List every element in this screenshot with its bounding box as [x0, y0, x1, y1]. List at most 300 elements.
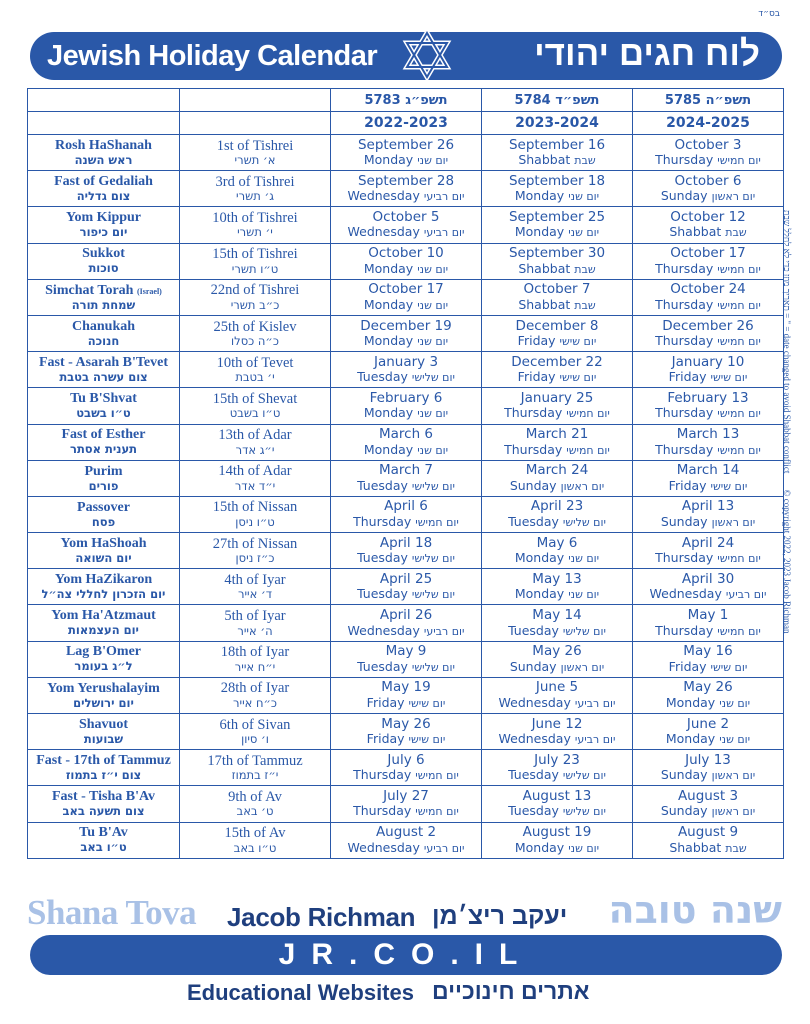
weekday-hebrew: יום חמישי: [415, 769, 459, 783]
gregorian-date: August 3: [677, 787, 739, 804]
hebrew-year-header: 5783 תשפ״ג: [331, 89, 482, 112]
weekday: [633, 477, 783, 493]
hebrew-date-english: 13th of Adar: [218, 427, 292, 444]
holiday-name-hebrew: צום תשעה באב: [62, 804, 145, 819]
holiday-row: [28, 533, 784, 569]
gregorian-date: March 6: [378, 426, 434, 443]
holiday-name-cell: [28, 750, 180, 786]
gregorian-date: September 18: [508, 172, 606, 189]
gregorian-date: October 17: [670, 245, 746, 262]
holiday-name-note: (Israel): [136, 286, 162, 296]
holiday-name-english-text: Yom HaZikaron: [54, 572, 153, 588]
hebrew-year-header: 5784 תשפ״ד: [482, 89, 633, 112]
empty-header-cell: [180, 89, 331, 112]
weekday-hebrew: יום ראשון: [560, 660, 605, 674]
hebrew-year-header: 5785 תשפ״ה: [633, 89, 784, 112]
holiday-name-cell: [28, 315, 180, 351]
gregorian-date: January 3: [373, 353, 439, 370]
gregorian-date-cell: [331, 207, 482, 243]
gregorian-date: May 14: [532, 607, 582, 624]
hebrew-date-hebrew: כ״ז ניסן: [235, 551, 275, 566]
holiday-name-english-text: Fast - Tisha B'Av: [51, 789, 156, 805]
gregorian-date-cell: [331, 279, 482, 315]
weekday: [633, 658, 783, 674]
gregorian-date-cell: [331, 714, 482, 750]
weekday: [482, 441, 632, 457]
weekday-english: Friday: [668, 477, 707, 493]
weekday-english: Monday: [514, 224, 565, 240]
weekday-english: Thursday: [655, 550, 714, 566]
weekday-hebrew: יום שני: [417, 298, 449, 312]
weekday: [482, 552, 632, 565]
weekday: [633, 622, 783, 638]
gregorian-date: January 10: [671, 353, 745, 370]
holiday-name-english-text: Simchat Torah: [45, 282, 134, 298]
holiday-name-english: [28, 682, 179, 696]
weekday-hebrew: יום ראשון: [711, 515, 756, 529]
holiday-name-hebrew: יום העצמאות: [68, 623, 139, 638]
weekday-english: Shabbat: [669, 839, 722, 855]
holiday-row: [28, 822, 784, 858]
gregorian-date: May 26: [683, 679, 733, 696]
hebrew-date-cell: [180, 460, 331, 496]
gregorian-date-cell: [331, 533, 482, 569]
hebrew-date-english: 22nd of Tishrei: [210, 282, 300, 299]
gregorian-date-cell: [633, 714, 784, 750]
gregorian-date-cell: [482, 641, 633, 677]
gregorian-date: August 9: [677, 824, 739, 841]
gregorian-date: March 24: [525, 462, 589, 479]
weekday: [482, 733, 632, 746]
gregorian-date-cell: [633, 135, 784, 171]
gregorian-date: October 3: [674, 136, 742, 153]
weekday-english: Thursday: [504, 441, 563, 457]
weekday-english: Monday: [363, 333, 414, 349]
weekday-hebrew: יום שישי: [559, 335, 597, 349]
weekday-english: Sunday: [660, 767, 708, 783]
hebrew-date-cell: [180, 533, 331, 569]
holiday-name-hebrew: יום כיפור: [79, 225, 128, 240]
weekday-english: Shabbat: [518, 260, 571, 276]
gregorian-date: April 25: [379, 570, 433, 587]
gregorian-date-cell: [331, 171, 482, 207]
gregorian-date-cell: [633, 279, 784, 315]
weekday-english: Tuesday: [357, 550, 408, 566]
gregorian-date-cell: [633, 171, 784, 207]
hebrew-date-cell: [180, 496, 331, 532]
gregorian-date-cell: [331, 569, 482, 605]
gregorian-date-cell: [482, 243, 633, 279]
weekday: [482, 190, 632, 203]
weekday-hebrew: יום שני: [417, 335, 449, 349]
hebrew-date-cell: [180, 750, 331, 786]
hebrew-date-english: 28th of Iyar: [220, 680, 290, 697]
weekday: [633, 441, 783, 457]
weekday-hebrew: יום חמישי: [717, 262, 761, 276]
weekday-hebrew: יום רביעי: [423, 226, 465, 240]
hebrew-date-cell: [180, 207, 331, 243]
gregorian-date-cell: [482, 279, 633, 315]
weekday: [633, 513, 783, 529]
gregorian-date-cell: [633, 533, 784, 569]
weekday: [331, 694, 481, 710]
weekday: [331, 805, 481, 818]
holiday-name-cell: [28, 279, 180, 315]
weekday-hebrew: שבת: [574, 298, 596, 312]
weekday: [482, 513, 632, 529]
gregorian-date-cell: [331, 315, 482, 351]
hebrew-date-hebrew: ט״ו ניסן: [235, 514, 275, 529]
holiday-name-hebrew: חנוכה: [87, 333, 120, 348]
holiday-name-english-text: Tu B'Av: [79, 825, 128, 841]
hebrew-date-hebrew: ג׳ תשרי: [236, 189, 274, 204]
weekday: [482, 226, 632, 239]
weekday-english: Thursday: [655, 441, 714, 457]
weekday-english: Friday: [668, 369, 707, 385]
gregorian-date-cell: [482, 786, 633, 822]
gregorian-date-cell: [633, 822, 784, 858]
weekday: [482, 260, 632, 276]
gregorian-date: August 13: [522, 787, 592, 804]
weekday-hebrew: יום חמישי: [717, 407, 761, 421]
gregorian-date-cell: [331, 822, 482, 858]
weekday-english: Monday: [514, 839, 565, 855]
hebrew-date-hebrew: כ״ח אייר: [233, 695, 277, 710]
gregorian-date: March 14: [676, 462, 740, 479]
weekday-hebrew: יום שישי: [710, 371, 748, 385]
hebrew-date-cell: [180, 388, 331, 424]
title-english: Jewish Holiday Calendar: [47, 40, 378, 72]
weekday-english: Friday: [366, 731, 405, 747]
hebrew-date-hebrew: י״ד אדר: [234, 478, 276, 493]
weekday-hebrew: שבת: [574, 262, 596, 276]
gregorian-date: March 13: [676, 426, 740, 443]
weekday: [331, 733, 481, 746]
weekday-hebrew: יום שישי: [710, 660, 748, 674]
gregorian-date-cell: [633, 315, 784, 351]
gregorian-date-cell: [482, 677, 633, 713]
weekday-hebrew: שבת: [725, 226, 747, 240]
gregorian-date: April 6: [384, 498, 428, 515]
gregorian-date-cell: [633, 569, 784, 605]
gregorian-date: December 22: [511, 353, 603, 370]
weekday: [633, 296, 783, 312]
gregorian-date-cell: [331, 786, 482, 822]
weekday-english: Tuesday: [357, 477, 408, 493]
gregorian-date: May 26: [381, 715, 431, 732]
weekday-hebrew: יום רביעי: [574, 696, 616, 710]
gregorian-date: April 18: [379, 534, 433, 551]
hebrew-date-cell: [180, 569, 331, 605]
gregorian-date-cell: [331, 605, 482, 641]
weekday-english: Thursday: [655, 333, 714, 349]
gregorian-date-cell: [331, 750, 482, 786]
hebrew-date-english: 15th of Nissan: [212, 499, 298, 516]
hebrew-date-cell: [180, 315, 331, 351]
weekday: [633, 552, 783, 565]
hebrew-date-english: 17th of Tammuz: [207, 752, 303, 769]
holiday-name-english-text: Yom HaShoah: [60, 535, 147, 551]
holiday-table: [27, 88, 784, 859]
holiday-row: [28, 677, 784, 713]
weekday-hebrew: יום חמישי: [717, 624, 761, 638]
gregorian-date: June 12: [531, 715, 583, 732]
weekday-english: Sunday: [660, 513, 708, 529]
holiday-name-english: [28, 718, 179, 732]
weekday: [331, 839, 481, 855]
weekday-english: Friday: [668, 658, 707, 674]
website-link[interactable]: JR.CO.IL: [278, 938, 534, 971]
weekday-english: Thursday: [655, 296, 714, 312]
weekday-hebrew: יום שלישי: [562, 624, 606, 638]
holiday-row: [28, 171, 784, 207]
weekday-hebrew: יום שישי: [710, 479, 748, 493]
holiday-name-hebrew: פסח: [91, 514, 116, 529]
hebrew-date-hebrew: כ״ב תשרי: [230, 297, 280, 312]
bsd-mark: בס״ד: [758, 9, 780, 19]
gregorian-date: October 12: [670, 208, 746, 225]
weekday-english: Shabbat: [518, 296, 571, 312]
weekday: [331, 407, 481, 420]
weekday: [331, 441, 481, 457]
weekday-hebrew: יום שלישי: [562, 769, 606, 783]
weekday-hebrew: יום ראשון: [711, 769, 756, 783]
holiday-name-english-text: Shavuot: [78, 716, 129, 732]
shana-tova-english: Shana Tova: [27, 893, 197, 932]
weekday: [331, 769, 481, 782]
holiday-row: [28, 207, 784, 243]
gregorian-date: September 25: [508, 208, 606, 225]
hebrew-date-english: 4th of Iyar: [224, 571, 286, 588]
gregorian-year-header: 2023-2024: [482, 112, 633, 135]
weekday-hebrew: יום חמישי: [415, 805, 459, 819]
holiday-name-english-text: Rosh HaShanah: [55, 137, 152, 153]
shana-tova-hebrew: שנה טובה: [608, 888, 782, 932]
weekday-hebrew: שבת: [574, 154, 596, 168]
weekday: [331, 154, 481, 167]
holiday-name-english: [28, 645, 179, 659]
gregorian-date: July 27: [383, 787, 429, 804]
weekday-hebrew: יום ראשון: [711, 805, 756, 819]
hebrew-date-cell: [180, 822, 331, 858]
holiday-name-english: [28, 537, 179, 551]
weekday-english: Shabbat: [518, 152, 571, 168]
gregorian-date: October 5: [372, 208, 440, 225]
gregorian-date: July 23: [534, 751, 580, 768]
gregorian-date-cell: [331, 352, 482, 388]
weekday-english: Tuesday: [508, 513, 559, 529]
holiday-name-cell: [28, 569, 180, 605]
gregorian-date: September 30: [508, 245, 606, 262]
gregorian-date: May 16: [683, 643, 733, 660]
holiday-name-english-text: Yom Yerushalayim: [47, 680, 160, 696]
hebrew-date-cell: [180, 352, 331, 388]
gregorian-date-cell: [482, 496, 633, 532]
holiday-row: [28, 496, 784, 532]
holiday-name-english-text: Passover: [77, 499, 130, 515]
holiday-name-cell: [28, 243, 180, 279]
weekday: [482, 622, 632, 638]
weekday: [633, 335, 783, 348]
gregorian-date-cell: [331, 496, 482, 532]
hebrew-date-hebrew: י״ח אייר: [234, 659, 276, 674]
holiday-row: [28, 388, 784, 424]
gregorian-date-cell: [331, 135, 482, 171]
weekday: [331, 622, 481, 638]
hebrew-date-english: 10th of Tevet: [216, 354, 294, 371]
holiday-name-english: [28, 428, 179, 442]
holiday-name-english: [28, 573, 179, 587]
weekday-english: Shabbat: [669, 224, 722, 240]
weekday: [482, 805, 632, 818]
weekday: [331, 296, 481, 312]
author-name-hebrew: יעקב ריצ׳מן: [432, 902, 568, 930]
weekday-english: Thursday: [655, 152, 714, 168]
gregorian-date: May 26: [532, 643, 582, 660]
weekday: [331, 260, 481, 276]
gregorian-date: September 26: [357, 136, 455, 153]
hebrew-date-english: 15th of Av: [224, 825, 286, 842]
holiday-row: [28, 243, 784, 279]
empty-header-cell: [28, 89, 180, 112]
holiday-name-english-text: Fast - 17th of Tammuz: [36, 753, 171, 769]
weekday-hebrew: יום שני: [417, 262, 449, 276]
weekday-hebrew: יום רביעי: [574, 733, 616, 747]
weekday-english: Thursday: [353, 513, 412, 529]
gregorian-date-cell: [331, 460, 482, 496]
weekday-hebrew: יום שני: [568, 588, 600, 602]
weekday-hebrew: יום חמישי: [717, 552, 761, 566]
weekday-english: Sunday: [660, 188, 708, 204]
weekday-english: Tuesday: [508, 803, 559, 819]
weekday: [331, 190, 481, 203]
holiday-name-english: [28, 356, 179, 370]
holiday-name-english-text: Lag B'Omer: [65, 644, 142, 660]
hebrew-date-hebrew: א׳ תשרי: [234, 153, 276, 168]
gregorian-date: April 23: [530, 498, 584, 515]
weekday-hebrew: יום רביעי: [423, 841, 465, 855]
weekday-english: Monday: [363, 260, 414, 276]
hebrew-date-english: 5th of Iyar: [224, 608, 286, 625]
holiday-name-hebrew: ט״ו בשבט: [76, 406, 131, 421]
gregorian-date: February 13: [667, 389, 749, 406]
weekday: [331, 588, 481, 601]
hebrew-date-cell: [180, 424, 331, 460]
weekday: [482, 588, 632, 601]
weekday-english: Monday: [363, 296, 414, 312]
holiday-name-hebrew: פורים: [88, 478, 119, 493]
gregorian-date-cell: [331, 424, 482, 460]
gregorian-date-cell: [331, 677, 482, 713]
weekday: [633, 407, 783, 420]
author-name-english: Jacob Richman: [227, 902, 416, 932]
weekday-english: Thursday: [655, 622, 714, 638]
holiday-row: [28, 750, 784, 786]
hebrew-date-cell: [180, 605, 331, 641]
gregorian-date: August 2: [375, 824, 437, 841]
weekday-hebrew: יום שני: [719, 696, 751, 710]
weekday: [633, 805, 783, 818]
holiday-name-english-text: Fast - Asarah B'Tevet: [39, 354, 168, 370]
holiday-row: [28, 786, 784, 822]
weekday-english: Tuesday: [357, 658, 408, 674]
weekday: [633, 154, 783, 167]
gregorian-date-cell: [633, 207, 784, 243]
weekday-english: Wednesday: [498, 694, 571, 710]
holiday-name-english: [28, 790, 179, 804]
weekday-hebrew: יום שישי: [408, 696, 446, 710]
weekday: [331, 226, 481, 239]
weekday-english: Wednesday: [347, 224, 420, 240]
gregorian-date-cell: [482, 207, 633, 243]
weekday: [482, 154, 632, 167]
weekday-hebrew: יום חמישי: [566, 443, 610, 457]
holiday-name-english: [28, 392, 179, 406]
weekday: [331, 513, 481, 529]
holiday-name-hebrew: יום ירושלים: [73, 695, 134, 710]
weekday-hebrew: יום חמישי: [717, 154, 761, 168]
empty-header-cell: [28, 112, 180, 135]
holiday-name-cell: [28, 424, 180, 460]
gregorian-date-cell: [482, 135, 633, 171]
holiday-name-english: [28, 211, 179, 225]
gregorian-date: April 13: [681, 498, 735, 515]
gregorian-date-cell: [482, 352, 633, 388]
weekday-english: Monday: [363, 405, 414, 421]
weekday-english: Friday: [517, 333, 556, 349]
gregorian-date-cell: [482, 714, 633, 750]
weekday-english: Wednesday: [649, 586, 722, 602]
holiday-name-english: [28, 609, 179, 623]
weekday: [482, 296, 632, 312]
weekday-hebrew: יום חמישי: [717, 443, 761, 457]
weekday-english: Thursday: [504, 405, 563, 421]
holiday-name-cell: [28, 460, 180, 496]
weekday-hebrew: יום שני: [417, 407, 449, 421]
weekday-hebrew: יום שני: [568, 190, 600, 204]
weekday-english: Monday: [514, 188, 565, 204]
weekday-english: Thursday: [655, 405, 714, 421]
weekday: [482, 477, 632, 493]
holiday-name-cell: [28, 207, 180, 243]
weekday: [633, 371, 783, 384]
weekday: [633, 226, 783, 239]
hebrew-date-english: 27th of Nissan: [212, 535, 298, 552]
hebrew-date-cell: [180, 279, 331, 315]
holiday-name-english-text: Fast of Esther: [61, 427, 146, 443]
holiday-name-cell: [28, 171, 180, 207]
gregorian-date: July 13: [685, 751, 731, 768]
holiday-name-english-text: Tu B'Shvat: [70, 391, 137, 407]
weekday-english: Thursday: [655, 260, 714, 276]
holiday-name-hebrew: ראש השנה: [74, 152, 133, 167]
gregorian-date-cell: [482, 388, 633, 424]
weekday-english: Monday: [514, 586, 565, 602]
gregorian-date-cell: [633, 460, 784, 496]
gregorian-date: December 8: [515, 317, 599, 334]
weekday-hebrew: יום שני: [568, 552, 600, 566]
gregorian-date: December 19: [360, 317, 452, 334]
weekday: [482, 658, 632, 674]
holiday-name-hebrew: צום עשרה בטבת: [59, 369, 148, 384]
holiday-row: [28, 605, 784, 641]
holiday-name-hebrew: ט״ו באב: [80, 840, 127, 855]
gregorian-date-cell: [482, 315, 633, 351]
weekday: [633, 190, 783, 203]
hebrew-date-hebrew: ה׳ אייר: [237, 623, 273, 638]
holiday-name-english: [28, 175, 179, 189]
holiday-name-hebrew: שמחת תורה: [71, 297, 136, 312]
